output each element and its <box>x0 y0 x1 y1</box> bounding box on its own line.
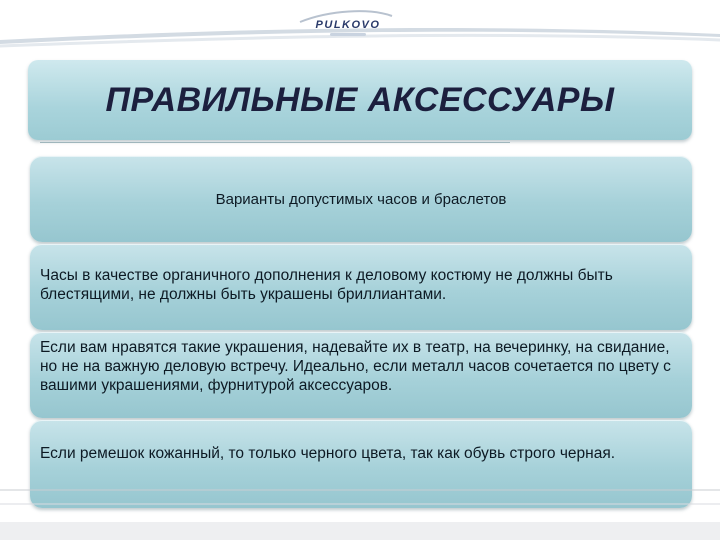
content-card-2 <box>30 244 692 330</box>
content-card-1 <box>30 156 692 242</box>
logo-subline <box>330 33 366 36</box>
title-banner <box>28 60 692 140</box>
pulkovo-logo <box>300 18 396 42</box>
slide-title: ПРАВИЛЬНЫЕ АКСЕССУАРЫ <box>105 80 615 119</box>
logo-text: PULKOVO <box>315 19 381 31</box>
card-4-text: Если ремешок кожанный, то только черного цвета, так как обувь строго черная. <box>40 445 616 462</box>
card-2-text: Часы в качестве органичного дополнения к деловому костюму не должны быть блестящими, не должны быть украшены бриллиантами. <box>40 267 613 303</box>
content-card-3 <box>30 332 692 418</box>
title-underline <box>40 142 510 143</box>
footer-lines <box>0 486 720 540</box>
card-1-text: Варианты допустимых часов и браслетов <box>215 190 507 208</box>
card-3-text: Если вам нравятся такие украшения, надевайте их в театр, на вечеринку, на свидание, но не на важную деловую встречу. Идеально, если металл часов сочетается по цвету с вашими украшениями, фурнитурой аксессуаров. <box>40 339 671 394</box>
